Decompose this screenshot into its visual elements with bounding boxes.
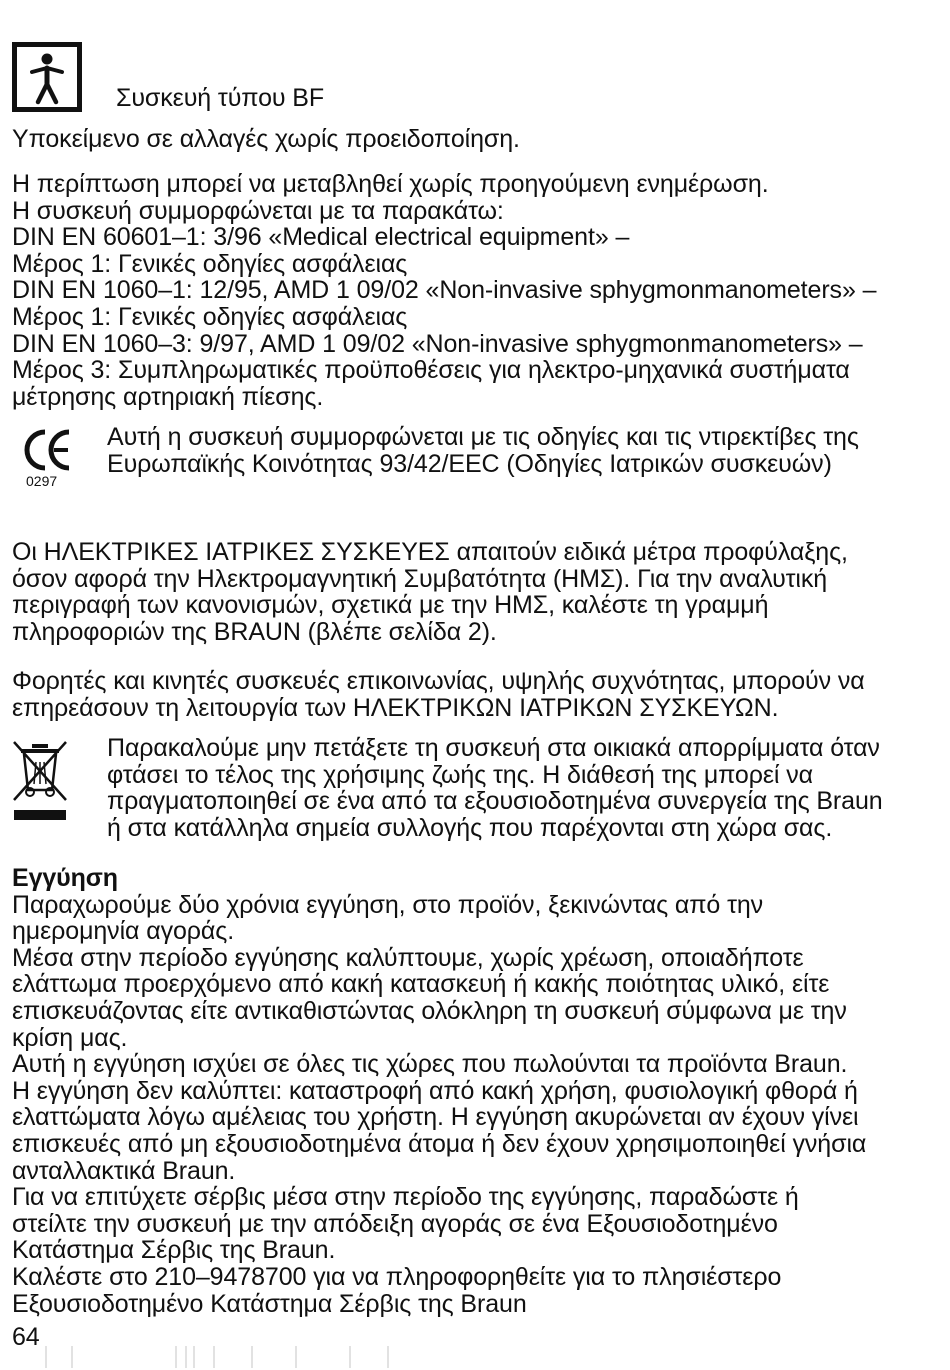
standards-line: Μέρος 1: Γενικές οδηγίες ασφάλειας (12, 249, 408, 278)
warranty-line: επισκευές από μη εξουσιοδοτημένα άτομα ή δεν έχουν χρησιμοποιηθεί γνήσια (12, 1129, 867, 1158)
warranty-line: Καλέστε στο 210–9478700 για να πληροφορηθείτε για το πλησιέστερο (12, 1262, 782, 1291)
disposal-line: φτάσει το τέλος της χρήσιμης ζωής της. Η διάθεσή της μπορεί να (107, 760, 813, 789)
ce-mark-icon (24, 428, 72, 472)
standards-line: DIN EN 1060–1: 12/95, AMD 1 09/02 «Non-invasive sphygmonmanometers» – (12, 276, 877, 305)
warranty-line: Εξουσιοδοτημένο Κατάστημα Σέρβις της Braun (12, 1289, 527, 1318)
standards-line: μέτρησης αρτηριακή πίεσης. (12, 382, 324, 411)
warranty-heading: Εγγύηση (12, 864, 118, 892)
notice-line: Υποκείμενο σε αλλαγές χωρίς προειδοποίηση. (12, 125, 520, 153)
bf-device-label: Συσκευή τύπου BF (116, 84, 325, 112)
standards-paragraph (12, 171, 930, 410)
page-number: 64 (12, 1323, 40, 1351)
warranty-line: στείλτε την συσκευή με την απόδειξη αγοράς σε ένα Εξουσιοδοτημένο (12, 1209, 778, 1238)
warranty-line: επισκευάζοντας είτε αντικαθιστώντας ολόκληρη τη συσκευή σύμφωνα με την (12, 996, 847, 1025)
notice-changes (12, 126, 930, 153)
emc-line: όσον αφορά την Ηλεκτρομαγνητική Συμβατότητα (ΗΜΣ). Για την αναλυτική (12, 564, 828, 593)
warranty-line: κρίση μας. (12, 1023, 128, 1052)
print-margin-marks (0, 1346, 950, 1368)
warranty-line: Κατάστημα Σέρβις της Braun. (12, 1236, 336, 1265)
disposal-line: ή στα κατάλληλα σημεία συλλογής που παρέχονται στη χώρα σας. (107, 813, 833, 842)
ce-statement (107, 424, 930, 477)
crossed-out-wheelie-bin-icon (12, 740, 68, 822)
standards-line: Η περίπτωση μπορεί να μεταβληθεί χωρίς προηγούμενη ενημέρωση. (12, 170, 769, 198)
warranty-line: Αυτή η εγγύηση ισχύει σε όλες τις χώρες που πωλούνται τα προϊόντα Braun. (12, 1050, 848, 1079)
warranty-line: ελάττωμα προερχόμενο από κακή κατασκευή ή κακής ποιότητας υλικό, είτε (12, 970, 830, 999)
standards-line: DIN EN 1060–3: 9/97, AMD 1 09/02 «Non-invasive sphygmonmanometers» – (12, 329, 863, 358)
ce-notified-body-number: 0297 (26, 473, 58, 489)
emc-line: Οι ΗΛΕΚΤΡΙΚΕΣ ΙΑΤΡΙΚΕΣ ΣΥΣΚΕΥΕΣ απαιτούν ειδικά μέτρα προφύλαξης, (12, 538, 848, 566)
rf-line: Φορητές και κινητές συσκευές επικοινωνίας, υψηλής συχνότητας, μπορούν να (12, 667, 865, 695)
emc-line: περιγραφή των κανονισμών, σχετικά με την ΗΜΣ, καλέστε τη γραμμή (12, 591, 769, 620)
disposal-line: Παρακαλούμε μην πετάξετε τη συσκευή στα οικιακά απορρίμματα όταν (107, 734, 880, 762)
ce-line: Αυτή η συσκευή συμμορφώνεται με τις οδηγίες και τις ντιρεκτίβες της (107, 423, 859, 451)
ce-line: Ευρωπαϊκής Κοινότητας 93/42/EEC (Οδηγίες Ιατρικών συσκευών) (107, 449, 832, 478)
standards-line: DIN EN 60601–1: 3/96 «Medical electrical equipment» – (12, 223, 630, 252)
standards-line: Μέρος 1: Γενικές οδηγίες ασφάλειας (12, 302, 408, 331)
rf-line: επηρεάσουν τη λειτουργία των ΗΛΕΚΤΡΙΚΩΝ ΙΑΤΡΙΚΩΝ ΣΥΣΚΕΥΩΝ. (12, 693, 779, 722)
warranty-section (12, 865, 930, 1317)
warranty-line: Παραχωρούμε δύο χρόνια εγγύηση, στο προϊόν, ξεκινώντας από την (12, 890, 764, 919)
standards-line: Η συσκευή συμμορφώνεται με τα παρακάτω: (12, 196, 504, 225)
standards-line: Μέρος 3: Συμπληρωματικές προϋποθέσεις για ηλεκτρο-μηχανικά συστήματα (12, 356, 850, 385)
warranty-line: ημερομηνία αγοράς. (12, 917, 235, 946)
disposal-paragraph (107, 735, 930, 841)
rf-paragraph (12, 668, 930, 721)
disposal-line: πραγματοποιηθεί σε ένα από τα εξουσιοδοτημένα συνεργεία της Braun (107, 787, 883, 816)
warranty-line: Μέσα στην περίοδο εγγύησης καλύπτουμε, χωρίς χρέωση, οποιαδήποτε (12, 943, 804, 972)
warranty-line: ελαττώματα λόγω αμέλειας του χρήστη. Η εγγύηση ακυρώνεται αν έχουν γίνει (12, 1103, 859, 1132)
warranty-line: Για να επιτύχετε σέρβις μέσα στην περίοδο της εγγύησης, παραδώστε ή (12, 1183, 799, 1212)
type-bf-body-icon (12, 42, 82, 112)
emc-line: πληροφοριών της BRAUN (βλέπε σελίδα 2). (12, 617, 497, 646)
warranty-line: ανταλλακτικά Braun. (12, 1156, 236, 1185)
emc-paragraph (12, 539, 930, 645)
warranty-line: Η εγγύηση δεν καλύπτει: καταστροφή από κακή χρήση, φυσιολογική φθορά ή (12, 1076, 858, 1105)
